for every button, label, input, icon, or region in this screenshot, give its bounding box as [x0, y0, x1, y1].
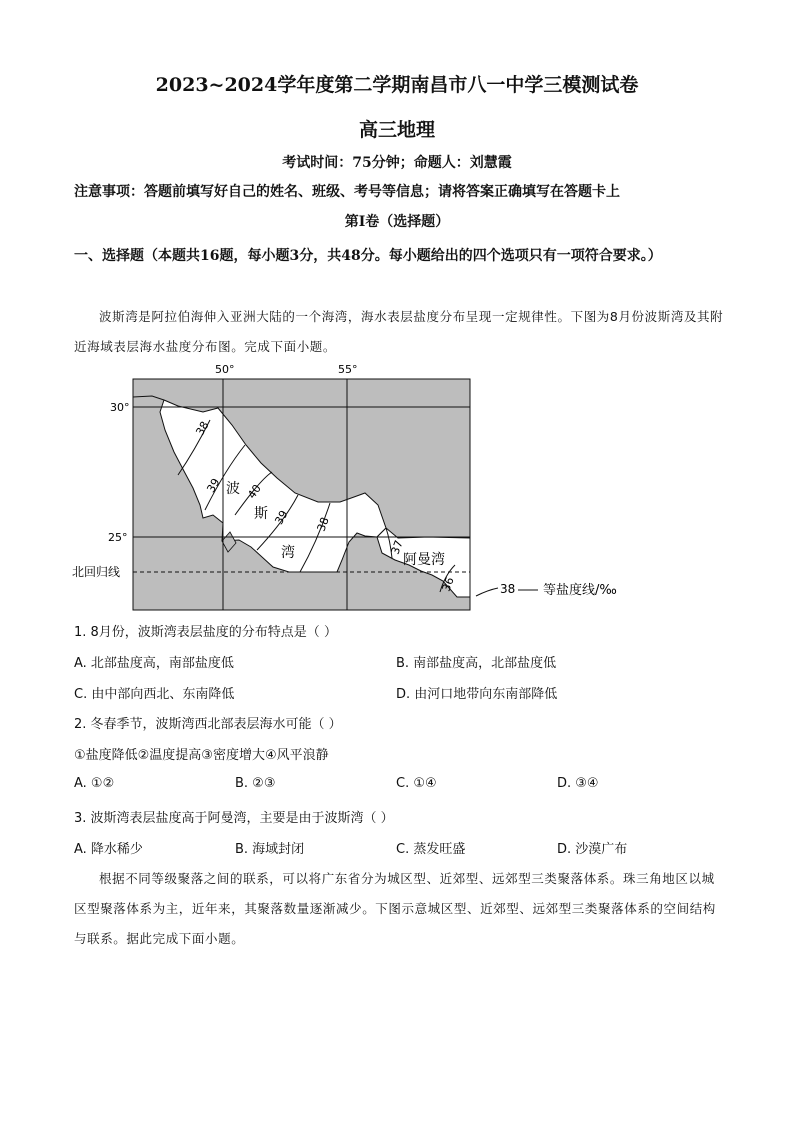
question-1-stem: 1. 8月份，波斯湾表层盐度的分布特点是（ ） — [74, 625, 337, 640]
isohaline-label-38-south: 38 — [314, 515, 332, 534]
exam-meta: 考试时间：75分钟；命题人：刘慧霞 — [282, 155, 512, 171]
place-label-wan: 湾 — [281, 545, 295, 561]
q1-option-b[interactable]: B. 南部盐度高，北部盐度低 — [396, 656, 557, 671]
q1-option-c[interactable]: C. 由中部向西北、东南降低 — [74, 687, 235, 702]
lon-label-55: 55° — [338, 363, 358, 376]
legend-isohaline-sample — [476, 588, 498, 596]
q1-option-d[interactable]: D. 由河口地带向东南部降低 — [396, 687, 558, 702]
q3-option-c[interactable]: C. 蒸发旺盛 — [396, 842, 466, 857]
isohaline-label-38-north: 38 — [193, 419, 212, 438]
q3-option-b[interactable]: B. 海域封闭 — [235, 842, 305, 857]
salinity-map — [60, 360, 720, 615]
isohaline-label-39-east: 39 — [272, 508, 291, 527]
exam-subject: 高三地理 — [358, 119, 435, 141]
isohaline-label-37: 37 — [388, 538, 406, 557]
question-2-stem: 2. 冬春季节，波斯湾西北部表层海水可能（ ） — [74, 717, 342, 732]
lat-label-25: 25° — [108, 531, 128, 544]
isohaline-label-40: 40 — [245, 482, 264, 502]
place-label-bo: 波 — [226, 481, 240, 497]
volume-heading: 第I卷（选择题） — [344, 214, 450, 230]
passage-guangdong-settlements: 根据不同等级聚落之间的联系，可以将广东省分为城区型、近郊型、远郊型三类聚落体系。珠三角地区以城区型聚落体系为主，近年来，其聚落数量逐渐减少。下图示意城区型、近郊型、远郊型三类聚落体系的空间结构与联系。据此完成下面小题。 — [74, 871, 716, 946]
section-heading: 一、选择题（本题共16题，每小题3分，共48分。每小题给出的四个选项只有一项符合要求。） — [74, 248, 662, 264]
q2-option-c[interactable]: C. ①④ — [396, 776, 437, 791]
exam-title: 2023~2024学年度第二学期南昌市八一中学三模测试卷 — [155, 74, 639, 96]
lat-label-30: 30° — [110, 401, 130, 414]
isohaline-label-39-west: 39 — [204, 476, 223, 495]
legend-value: 38 — [500, 582, 516, 596]
passage-persian-gulf: 波斯湾是阿拉伯海伸入亚洲大陆的一个海湾，海水表层盐度分布呈现一定规律性。下图为8月份波斯湾及其附近海域表层海水盐度分布图。完成下面小题。 — [74, 309, 724, 354]
isohaline-label-36: 36 — [439, 575, 457, 594]
question-2-statements: ①盐度降低②温度提高③密度增大④风平浪静 — [74, 748, 329, 763]
exam-notice: 注意事项：答题前填写好自己的姓名、班级、考号等信息；请将答案正确填写在答题卡上 — [74, 184, 620, 200]
legend-label: 等盐度线/‰ — [543, 583, 617, 598]
q3-option-a[interactable]: A. 降水稀少 — [74, 842, 143, 857]
question-3-stem: 3. 波斯湾表层盐度高于阿曼湾，主要是由于波斯湾（ ） — [74, 811, 394, 826]
tropic-label: 北回归线 — [72, 565, 121, 579]
place-label-gulf-of-oman: 阿曼湾 — [403, 552, 445, 568]
q1-option-a[interactable]: A. 北部盐度高，南部盐度低 — [74, 656, 234, 671]
q2-option-a[interactable]: A. ①② — [74, 776, 115, 791]
place-label-si: 斯 — [254, 506, 268, 522]
lon-label-50: 50° — [215, 363, 235, 376]
q3-option-d[interactable]: D. 沙漠广布 — [557, 842, 628, 857]
q2-option-b[interactable]: B. ②③ — [235, 776, 276, 791]
q2-option-d[interactable]: D. ③④ — [557, 776, 599, 791]
